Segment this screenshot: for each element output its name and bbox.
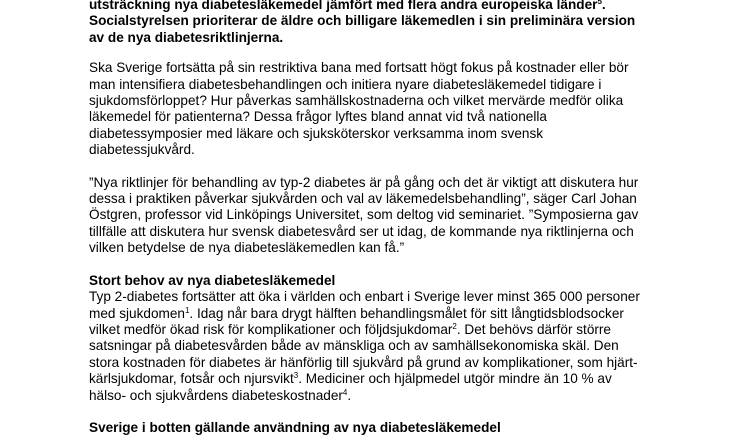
intro-summary [89,0,669,46]
section-heading: Stort behov av nya diabetesläkemedel [89,272,336,288]
intro-line: utsträckning nya diabetesläkemedel jämfört med flera andra europeiska länder$^5$. [89,0,669,13]
footnote-ref: 4 [342,387,348,397]
document-page [89,0,669,436]
section-body: Typ 2-diabetes fortsätter att öka i världen och enbart i Sverige lever minst 365 000 personer med sjukdomen$^1$. Idag når bara drygt hälften behandlingsmålet för sitt långtidsblodsocker vilket medför ökad risk för komplikationer och följdsjukdomar$^2$. Det behövs därför större satsningar på diabetesvården både av mänskliga och av samhällsekonomiska skäl. Den stora kostnaden för diabetes är hänförlig till sjukvård på grund av komplikationer, som hjärt- kärlsjukdomar, fotsår och njursvikt$^3$. Mediciner och hjälpmedel utgör mindre än 10 % av hälso- och sjukvårdens diabeteskostnader$^4$. [89,289,640,403]
intro-line: av de nya diabetesriktlinjerna. [89,29,284,45]
section-diabetes-need [89,273,669,404]
intro-line: Socialstyrelsen prioriterar de äldre och billigare läkemedlen i sin preliminära version [89,13,636,29]
footnote-ref: 1 [184,305,190,315]
footnote-ref: 2 [452,321,457,331]
section-heading: Sverige i botten gällande användning av nya diabetesläkemedel [89,419,501,435]
footnote-ref: 5 [597,0,602,6]
section-sweden-bottom [89,420,669,436]
paragraph-quote: ”Nya riktlinjer för behandling av typ-2 diabetes är på gång och det är viktigt att diskutera hur dessa i praktiken påverkar sjukvården och val av läkemedelsbehandling”, säger Carl Johan Östgren, professor vid Linköpings Universitet, som deltog vid seminariet. ”Symposierna gav tillfälle att diskutera hur svensk diabetesvård ser ut idag, de kommande nya riktlinjerna och vilken betydelse de nya diabetesläkemedlen kan få.” [89,174,639,256]
footnote-ref: 3 [293,371,299,381]
paragraph-questions: Ska Sverige fortsätta på sin restriktiva bana med fortsatt högt fokus på kostnader eller bör man intensifiera diabetesbehandlingen och initiera nyare diabetesläkemedel tidigare i sjukdomsförloppet? Hur påverkas samhällskostnaderna och vilket mervärde medför olika läkemedel för patienterna? Dessa frågor lyftes bland annat vid två nationella diabetessymposier med läkare och sjuksköterskor verksamma inom svensk diabetessjukvård. [89,60,629,158]
